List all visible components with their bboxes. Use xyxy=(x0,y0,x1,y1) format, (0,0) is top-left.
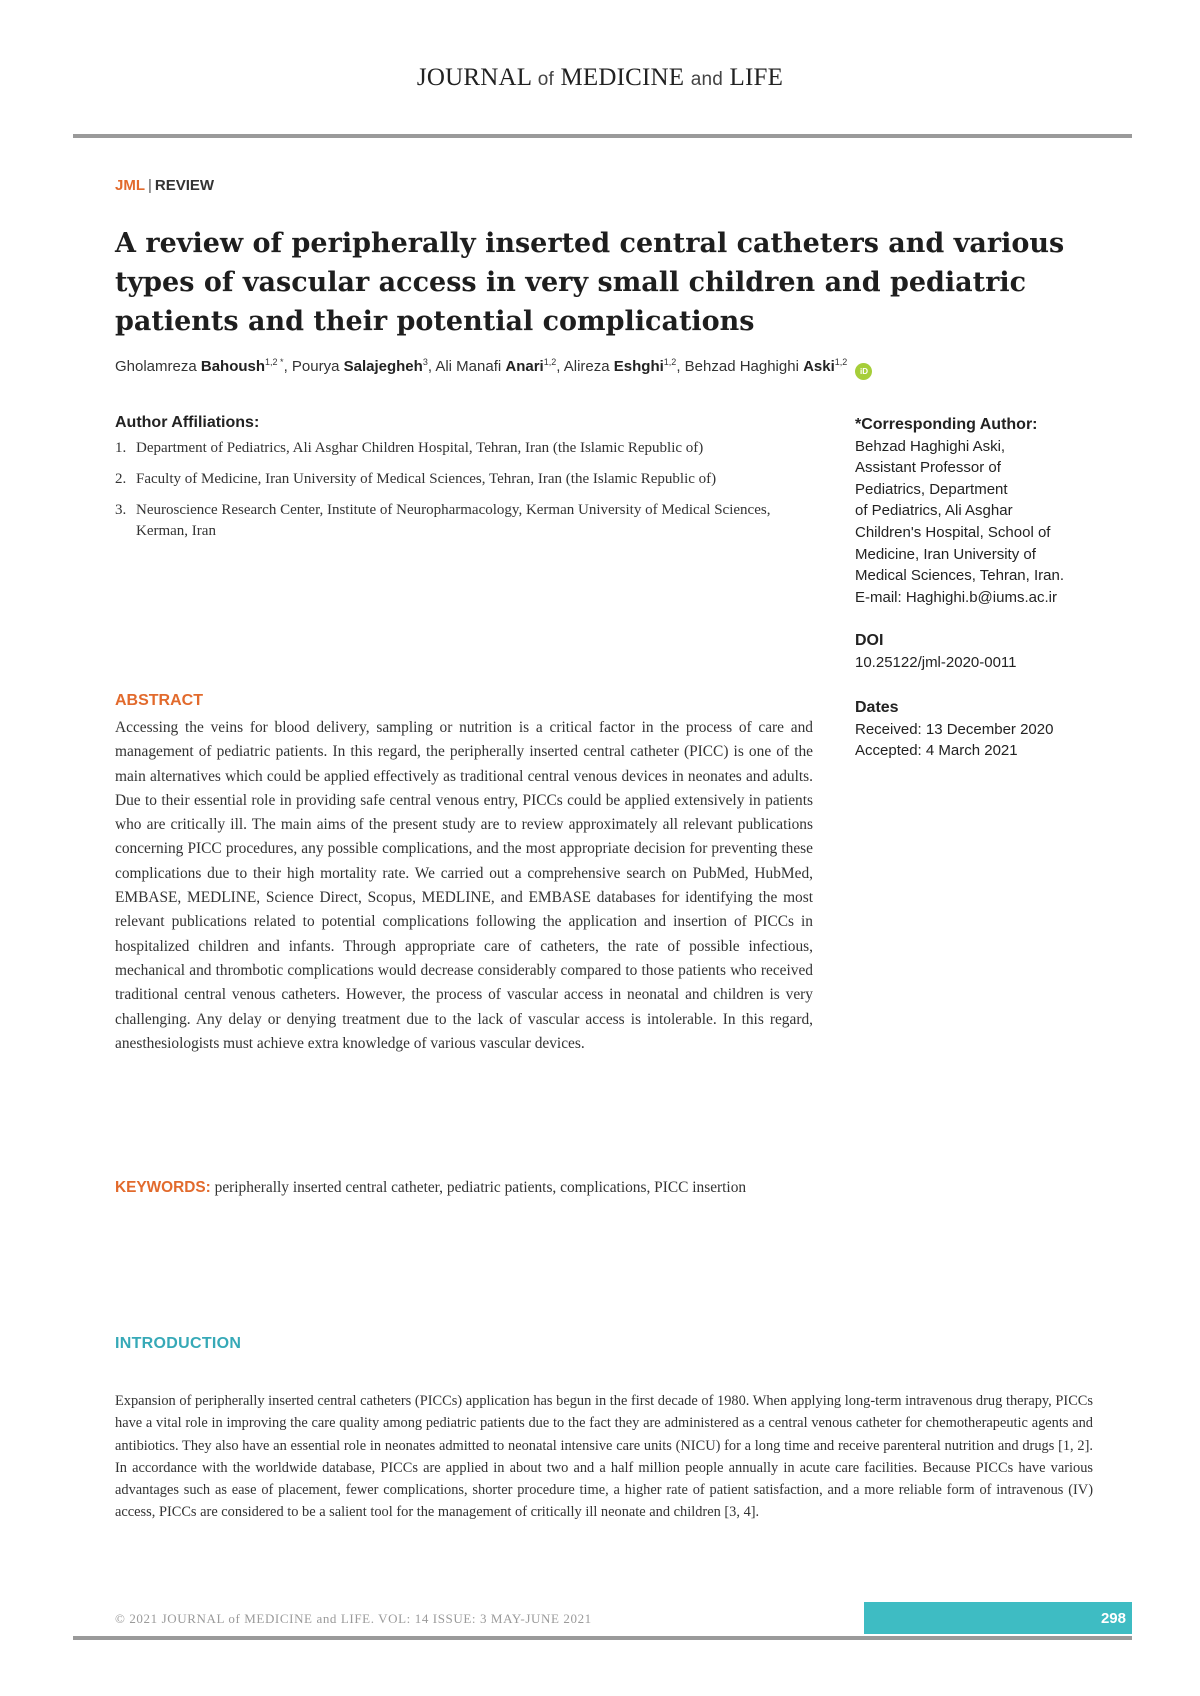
introduction-text: Expansion of peripherally inserted central catheters (PICCs) application has begun in the first decade of 1980. When applying long-term intravenous drug therapy, PICCs have a vital role in improving the care quality among pediatric patients due to the fact they are administered as a central venous catheter for chemotherapeutic agents and antibiotics. They also have an essential role in neonates admitted to neonatal intensive care units (NICU) for a long time and receive parenteral nutrition and drugs [1, 2]. In accordance with the worldwide database, PICCs are applied in about two and a half million people annually in acute care facilities. Because PICCs have various advantages such as ease of placement, fewer complications, shorter procedure time, a higher rate of patient satisfaction, and a more reliable form of intravenous (IV) access, PICCs are considered to be a salient tool for the management of critically ill neonate and children [3, 4]. xyxy=(115,1393,1093,1521)
author-affiliation-marker: 1,2 xyxy=(834,357,848,367)
author-first-name: Behzad Haghighi xyxy=(684,358,799,375)
affiliation-number: 1. xyxy=(115,440,127,456)
corresponding-author-line: Assistant Professor of xyxy=(855,459,1001,477)
doi-value[interactable]: 10.25122/jml-2020-0011 xyxy=(855,653,1017,671)
footer-citation: © 2021 JOURNAL of MEDICINE and LIFE. VOL: 14 ISSUE: 3 MAY-JUNE 2021 xyxy=(115,1611,592,1626)
author-affiliation-marker: 3 xyxy=(422,357,428,367)
author-last-name: Salajegheh xyxy=(343,358,423,375)
journal-name-part3: LIFE xyxy=(729,64,784,91)
received-date: Received: 13 December 2020 xyxy=(855,720,1054,738)
tag-separator: | xyxy=(148,177,152,194)
author-affiliation-marker: 1,2 * xyxy=(265,357,284,367)
keywords-block xyxy=(115,1176,813,1200)
author-last-name: Aski xyxy=(803,358,835,375)
author-first-name: Pourya xyxy=(291,358,340,375)
introduction-heading: INTRODUCTION xyxy=(115,1335,242,1352)
abstract-text: Accessing the veins for blood delivery, sampling or nutrition is a critical factor in the process of care and management of pediatric patients. In this regard, the peripherally inserted central catheter (PICC) is one of the main alternatives which could be applied effectively as traditional central venous devices in neonates and adults. Due to their essential role in providing safe central venous entry, PICCs could be applied extensively in patients who are critically ill. The main aims of the present study are to review approximately all relevant publications concerning PICC procedures, any possible complications, and the most appropriate decision for preventing these complications due to their high mortality rate. We carried out a comprehensive search on PubMed, HubMed, EMBASE, MEDLINE, Science Direct, Scopus, MEDLINE, and EMBASE databases for identifying the most relevant publications related to potential complications following the application and insertion of PICCs in hospitalized children and infants. Through appropriate care of catheters, the rate of possible infectious, mechanical and thrombotic complications would decrease considerably compared to those patients who received traditional central venous catheters. However, the process of vascular access in neonatal and children is very challenging. Any delay or denying treatment due to the lack of vascular access is intolerable. In this regard, anesthesiologists must achieve extra knowledge of various vascular devices. xyxy=(115,719,813,1052)
author-affiliation-marker: 1,2 xyxy=(663,357,677,367)
orcid-icon[interactable]: iD xyxy=(855,363,872,380)
keywords-label: KEYWORDS: xyxy=(115,1179,211,1196)
affiliation-text: Faculty of Medicine, Iran University of Medical Sciences, Tehran, Iran (the Islamic Republic of) xyxy=(136,471,717,487)
affiliation-number: 2. xyxy=(115,471,127,487)
corresponding-author-line: Pediatrics, Department xyxy=(855,480,1008,498)
journal-name-of: of xyxy=(537,69,554,90)
author-first-name: Gholamreza xyxy=(115,358,197,375)
affiliation-text: Department of Pediatrics, Ali Asghar Children Hospital, Tehran, Iran (the Islamic Republic of) xyxy=(136,440,704,456)
journal-name-part2: MEDICINE xyxy=(560,64,685,91)
affiliation-item xyxy=(115,469,805,490)
article-type-tag xyxy=(115,177,214,194)
keywords-text: peripherally inserted central catheter, pediatric patients, complications, PICC insertion xyxy=(214,1179,747,1196)
article-title: A review of peripherally inserted central catheters and various types of vascular access in very small children and pediatric patients and their potential complications xyxy=(115,228,1065,337)
affiliation-text: Neuroscience Research Center, Institute of Neuropharmacology, Kerman University of Medical Sciences, Kerman, Iran xyxy=(136,502,771,539)
accepted-date: Accepted: 4 March 2021 xyxy=(855,742,1018,760)
affiliations-heading: Author Affiliations: xyxy=(115,414,260,431)
affiliation-item xyxy=(115,500,805,542)
dates-block xyxy=(855,697,1110,762)
author-first-name: Alireza xyxy=(563,358,610,375)
footer-divider xyxy=(73,1636,1132,1640)
affiliation-item xyxy=(115,438,805,459)
corresponding-author-line: Behzad Haghighi Aski, xyxy=(855,437,1006,455)
doi-block xyxy=(855,630,1110,673)
affiliation-number: 3. xyxy=(115,502,127,518)
jml-label: JML xyxy=(115,177,145,194)
article-type-label: REVIEW xyxy=(154,177,215,194)
doi-heading: DOI xyxy=(855,632,884,649)
dates-heading: Dates xyxy=(855,699,899,716)
author-affiliation-marker: 1,2 xyxy=(543,357,557,367)
author-first-name: Ali Manafi xyxy=(435,358,502,375)
corresponding-author-line: of Pediatrics, Ali Asghar xyxy=(855,502,1013,520)
corresponding-author-email[interactable]: E-mail: Haghighi.b@iums.ac.ir xyxy=(855,588,1057,606)
abstract-heading: ABSTRACT xyxy=(115,692,203,709)
corresponding-author-line: Children's Hospital, School of xyxy=(855,523,1051,541)
affiliations-list xyxy=(115,438,805,552)
corresponding-author-heading: *Corresponding Author: xyxy=(855,416,1038,433)
author-last-name: Anari xyxy=(505,358,544,375)
journal-name-and: and xyxy=(690,69,724,90)
author-last-name: Eshghi xyxy=(613,358,664,375)
header-divider xyxy=(73,134,1132,138)
corresponding-author-line: Medicine, Iran University of xyxy=(855,545,1036,563)
corresponding-author-block xyxy=(855,414,1110,608)
journal-name-part1: JOURNAL xyxy=(416,64,532,91)
author-list: Gholamreza Bahoush$^{1,2 *}$, Pourya Salajegheh$^3$, Ali Manafi Anari$^{1,2}$, Alireza Eshghi$^{1,2}$, Behzad Haghighi Aski$^{1,2}$ iD xyxy=(115,357,1115,380)
corresponding-author-line: Medical Sciences, Tehran, Iran. xyxy=(855,567,1064,585)
journal-header xyxy=(0,64,1200,92)
author-last-name: Bahoush xyxy=(200,358,266,375)
page-number: 298 xyxy=(1100,1610,1126,1627)
